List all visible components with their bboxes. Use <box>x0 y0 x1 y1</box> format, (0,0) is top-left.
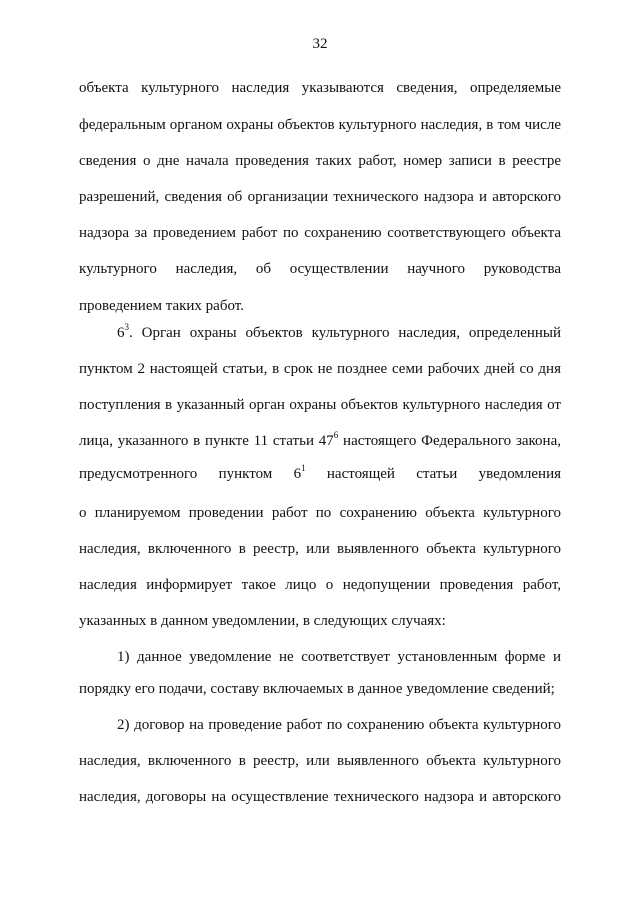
text-line: лица, указанного в пункте 11 статьи $47^6$ настоящего Федерального закона, <box>79 430 561 449</box>
text-line: о планируемом проведении работ по сохранению объекта культурного <box>79 505 561 521</box>
text-line: указанных в данном уведомлении, в следующих случаях: <box>79 613 446 629</box>
text-line-paragraph-start: $6^3$. Орган охраны объектов культурного наследия, определенный <box>117 322 561 341</box>
list-item-1: 1) данное уведомление не соответствует установленным форме и <box>117 649 561 665</box>
text-line: наследия информирует такое лицо о недопущении проведения работ, <box>79 577 561 593</box>
text-line: наследия, включенного в реестр, или выявленного объекта культурного <box>79 541 561 557</box>
text-line: федеральным органом охраны объектов культурного наследия, в том числе <box>79 117 561 133</box>
text-line: разрешений, сведения об организации технического надзора и авторского <box>79 189 561 205</box>
text-line: порядку его подачи, составу включаемых в данное уведомление сведений; <box>79 681 555 697</box>
text-line: предусмотренного пунктом $6^1$ настоящей статьи уведомления <box>79 463 561 482</box>
text-line: надзора за проведением работ по сохранению соответствующего объекта <box>79 225 561 241</box>
text-line: объекта культурного наследия указываются сведения, определяемые <box>79 80 561 96</box>
text-line: поступления в указанный орган охраны объектов культурного наследия от <box>79 397 561 413</box>
text-line: наследия, договоры на осуществление технического надзора и авторского <box>79 789 561 805</box>
text-line: наследия, включенного в реестр, или выявленного объекта культурного <box>79 753 561 769</box>
superscript: 3 <box>124 322 129 332</box>
superscript: 6 <box>333 430 339 440</box>
superscript: 1 <box>301 463 306 473</box>
page-number: 32 <box>312 36 328 52</box>
text-line: сведения о дне начала проведения таких работ, номер записи в реестре <box>79 153 561 169</box>
text-line: культурного наследия, об осуществлении научного руководства <box>79 261 561 277</box>
text-line: проведением таких работ. <box>79 298 244 314</box>
list-item-2: 2) договор на проведение работ по сохранению объекта культурного <box>117 717 561 733</box>
text-line: пунктом 2 настоящей статьи, в срок не позднее семи рабочих дней со дня <box>79 361 561 377</box>
